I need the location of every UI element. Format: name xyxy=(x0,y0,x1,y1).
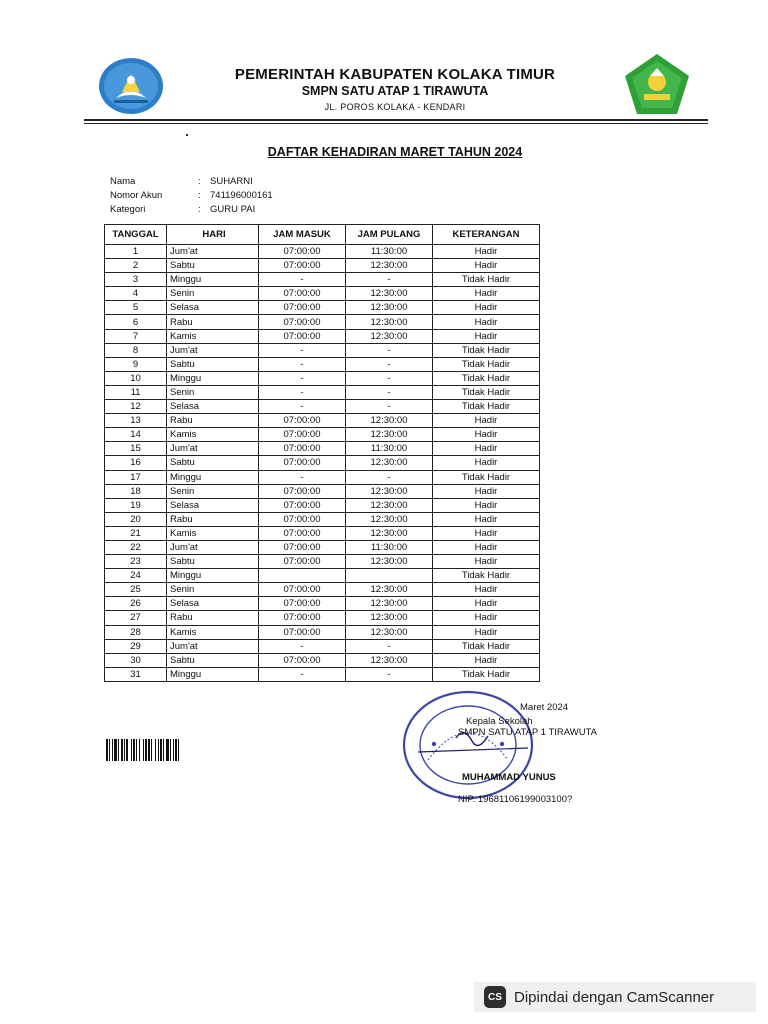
cell-day: Selasa xyxy=(167,400,259,414)
info-row-category xyxy=(110,203,273,217)
cell-date: 11 xyxy=(105,385,167,399)
cell-date: 26 xyxy=(105,597,167,611)
cell-time-in: - xyxy=(259,273,346,287)
cell-remarks: Hadir xyxy=(433,583,540,597)
cell-time-out: - xyxy=(346,470,433,484)
cell-time-in: 07:00:00 xyxy=(259,625,346,639)
table-row xyxy=(105,245,540,259)
table-row xyxy=(105,371,540,385)
cell-remarks: Hadir xyxy=(433,301,540,315)
table-row xyxy=(105,385,540,399)
table-row xyxy=(105,357,540,371)
cell-day: Rabu xyxy=(167,414,259,428)
cell-day: Rabu xyxy=(167,512,259,526)
table-row xyxy=(105,484,540,498)
cell-remarks: Hadir xyxy=(433,484,540,498)
cell-time-out: 12:30:00 xyxy=(346,498,433,512)
cell-time-in: - xyxy=(259,385,346,399)
cell-remarks: Tidak Hadir xyxy=(433,470,540,484)
cell-day: Kamis xyxy=(167,625,259,639)
cell-time-out: 12:30:00 xyxy=(346,414,433,428)
cell-remarks: Hadir xyxy=(433,329,540,343)
cell-remarks: Hadir xyxy=(433,540,540,554)
cell-time-in: 07:00:00 xyxy=(259,329,346,343)
cell-day: Jum'at xyxy=(167,343,259,357)
col-header-date: TANGGAL xyxy=(105,225,167,245)
barcode-bar xyxy=(118,739,119,761)
barcode-bar xyxy=(155,739,156,761)
tut-wuri-handayani-logo xyxy=(96,56,166,116)
table-row xyxy=(105,315,540,329)
cell-time-in: 07:00:00 xyxy=(259,526,346,540)
barcode-bar xyxy=(178,739,179,761)
cell-day: Minggu xyxy=(167,569,259,583)
table-header-row xyxy=(105,225,540,245)
cell-date: 15 xyxy=(105,442,167,456)
table-row xyxy=(105,583,540,597)
cell-date: 10 xyxy=(105,371,167,385)
cell-day: Sabtu xyxy=(167,555,259,569)
cell-time-in: 07:00:00 xyxy=(259,301,346,315)
cell-time-in: 07:00:00 xyxy=(259,583,346,597)
table-row xyxy=(105,555,540,569)
cell-time-in: 07:00:00 xyxy=(259,555,346,569)
info-colon: : xyxy=(198,176,201,187)
cell-remarks: Tidak Hadir xyxy=(433,667,540,681)
cell-remarks: Tidak Hadir xyxy=(433,371,540,385)
camscanner-text: Dipindai dengan CamScanner xyxy=(514,988,715,1006)
cell-day: Selasa xyxy=(167,301,259,315)
cell-date: 14 xyxy=(105,428,167,442)
cell-date: 28 xyxy=(105,625,167,639)
cell-time-out: 12:30:00 xyxy=(346,512,433,526)
header-address: JL. POROS KOLAKA - KENDARI xyxy=(324,102,466,112)
cell-time-out: 12:30:00 xyxy=(346,287,433,301)
cell-time-in: 07:00:00 xyxy=(259,512,346,526)
cell-day: Minggu xyxy=(167,371,259,385)
cell-time-out: 12:30:00 xyxy=(346,583,433,597)
cell-time-out: 11:30:00 xyxy=(346,540,433,554)
cell-time-in: - xyxy=(259,400,346,414)
cell-time-in: 07:00:00 xyxy=(259,484,346,498)
cell-time-out: 12:30:00 xyxy=(346,329,433,343)
cell-day: Jum'at xyxy=(167,245,259,259)
cell-date: 13 xyxy=(105,414,167,428)
table-body xyxy=(105,245,540,682)
cell-time-out: 12:30:00 xyxy=(346,301,433,315)
cell-time-in: - xyxy=(259,357,346,371)
cell-remarks: Hadir xyxy=(433,498,540,512)
signature-role: Kepala Sekolah xyxy=(466,716,533,727)
cell-remarks: Hadir xyxy=(433,245,540,259)
barcode-bar xyxy=(160,739,162,761)
cell-remarks: Tidak Hadir xyxy=(433,385,540,399)
cell-date: 25 xyxy=(105,583,167,597)
cell-time-in: - xyxy=(259,371,346,385)
col-header-remarks: KETERANGAN xyxy=(433,225,540,245)
cell-remarks: Tidak Hadir xyxy=(433,639,540,653)
cell-remarks: Hadir xyxy=(433,456,540,470)
barcode-bar xyxy=(175,739,177,761)
cell-date: 22 xyxy=(105,540,167,554)
signature-school: SMPN SATU ATAP 1 TIRAWUTA xyxy=(458,727,598,738)
info-block xyxy=(110,175,273,217)
cell-remarks: Tidak Hadir xyxy=(433,343,540,357)
cell-date: 9 xyxy=(105,357,167,371)
barcode-bar xyxy=(151,739,152,761)
cell-remarks: Hadir xyxy=(433,526,540,540)
cell-time-out: 12:30:00 xyxy=(346,597,433,611)
barcode-bar xyxy=(166,739,169,761)
barcode-bar xyxy=(143,739,144,761)
info-row-account xyxy=(110,189,273,203)
cell-date: 24 xyxy=(105,569,167,583)
barcode-bar xyxy=(158,739,159,761)
cell-date: 18 xyxy=(105,484,167,498)
cell-day: Senin xyxy=(167,583,259,597)
table-row xyxy=(105,442,540,456)
cell-remarks: Hadir xyxy=(433,428,540,442)
table-row xyxy=(105,343,540,357)
cell-day: Senin xyxy=(167,484,259,498)
table-row xyxy=(105,273,540,287)
cell-time-in: - xyxy=(259,667,346,681)
table-row xyxy=(105,569,540,583)
barcode-bar xyxy=(170,739,171,761)
table-row xyxy=(105,329,540,343)
col-header-day: HARI xyxy=(167,225,259,245)
cell-date: 3 xyxy=(105,273,167,287)
header-rule-thick xyxy=(84,119,708,121)
barcode-bar xyxy=(148,739,150,761)
signatory-nip: NIP. 19681106199003100? xyxy=(458,794,573,805)
barcode-bar xyxy=(126,739,128,761)
cell-date: 8 xyxy=(105,343,167,357)
cell-time-in: - xyxy=(259,639,346,653)
cell-day: Selasa xyxy=(167,498,259,512)
cell-day: Jum'at xyxy=(167,639,259,653)
barcode-bar xyxy=(133,739,135,761)
cell-day: Kamis xyxy=(167,329,259,343)
cell-date: 31 xyxy=(105,667,167,681)
cell-time-out: 12:30:00 xyxy=(346,526,433,540)
table-row xyxy=(105,639,540,653)
cell-date: 16 xyxy=(105,456,167,470)
table-row xyxy=(105,498,540,512)
cell-day: Sabtu xyxy=(167,259,259,273)
cell-time-out xyxy=(346,569,433,583)
document-title: DAFTAR KEHADIRAN MARET TAHUN 2024 xyxy=(267,145,523,159)
cell-remarks: Hadir xyxy=(433,512,540,526)
info-label: Kategori xyxy=(110,204,146,215)
cell-time-in: 07:00:00 xyxy=(259,653,346,667)
cell-time-in: - xyxy=(259,470,346,484)
barcode-bar xyxy=(106,739,108,761)
cell-time-in: 07:00:00 xyxy=(259,287,346,301)
cell-time-in: 07:00:00 xyxy=(259,428,346,442)
camscanner-icon: CS xyxy=(484,986,506,1008)
cell-date: 21 xyxy=(105,526,167,540)
cell-time-in: 07:00:00 xyxy=(259,597,346,611)
kemenag-logo xyxy=(622,52,692,116)
cell-remarks: Tidak Hadir xyxy=(433,569,540,583)
cell-date: 12 xyxy=(105,400,167,414)
cell-remarks: Hadir xyxy=(433,315,540,329)
cell-remarks: Hadir xyxy=(433,653,540,667)
cell-date: 7 xyxy=(105,329,167,343)
table-row xyxy=(105,301,540,315)
table-row xyxy=(105,287,540,301)
cell-time-out: - xyxy=(346,400,433,414)
cell-day: Minggu xyxy=(167,470,259,484)
cell-day: Kamis xyxy=(167,526,259,540)
cell-day: Minggu xyxy=(167,667,259,681)
table-row xyxy=(105,400,540,414)
cell-remarks: Hadir xyxy=(433,555,540,569)
cell-time-out: 12:30:00 xyxy=(346,428,433,442)
table-row xyxy=(105,470,540,484)
cell-day: Selasa xyxy=(167,597,259,611)
cell-remarks: Hadir xyxy=(433,611,540,625)
header-school: SMPN SATU ATAP 1 TIRAWUTA xyxy=(301,84,489,98)
cell-remarks: Hadir xyxy=(433,259,540,273)
cell-date: 6 xyxy=(105,315,167,329)
table-row xyxy=(105,526,540,540)
barcode-bar xyxy=(136,739,137,761)
cell-date: 17 xyxy=(105,470,167,484)
cell-time-in: 07:00:00 xyxy=(259,259,346,273)
table-row xyxy=(105,540,540,554)
info-value: GURU PAI xyxy=(210,204,256,215)
cell-day: Rabu xyxy=(167,315,259,329)
barcode-bar xyxy=(173,739,174,761)
table-row xyxy=(105,597,540,611)
cell-time-in: 07:00:00 xyxy=(259,611,346,625)
cell-remarks: Hadir xyxy=(433,625,540,639)
table-row xyxy=(105,414,540,428)
cell-day: Kamis xyxy=(167,428,259,442)
cell-time-out: 12:30:00 xyxy=(346,315,433,329)
cell-time-out: - xyxy=(346,343,433,357)
header-government: PEMERINTAH KABUPATEN KOLAKA TIMUR xyxy=(234,66,556,83)
cell-date: 27 xyxy=(105,611,167,625)
cell-remarks: Hadir xyxy=(433,597,540,611)
cell-date: 4 xyxy=(105,287,167,301)
cell-date: 19 xyxy=(105,498,167,512)
info-value: 741196000161 xyxy=(210,190,273,201)
table-row xyxy=(105,611,540,625)
cell-date: 20 xyxy=(105,512,167,526)
barcode-bar xyxy=(114,739,117,761)
cell-time-in: - xyxy=(259,343,346,357)
table-row xyxy=(105,428,540,442)
cell-day: Sabtu xyxy=(167,456,259,470)
cell-time-out: 12:30:00 xyxy=(346,653,433,667)
cell-time-out: 11:30:00 xyxy=(346,245,433,259)
cell-time-in: 07:00:00 xyxy=(259,456,346,470)
barcode-bar xyxy=(131,739,132,761)
header-rule-thin xyxy=(84,123,708,124)
cell-time-out: 12:30:00 xyxy=(346,456,433,470)
cell-day: Sabtu xyxy=(167,357,259,371)
cell-remarks: Hadir xyxy=(433,442,540,456)
table-row xyxy=(105,667,540,681)
cell-day: Senin xyxy=(167,385,259,399)
cell-time-in: 07:00:00 xyxy=(259,540,346,554)
cell-time-in: 07:00:00 xyxy=(259,498,346,512)
cell-time-in: 07:00:00 xyxy=(259,245,346,259)
table-row xyxy=(105,456,540,470)
signatory-name: MUHAMMAD YUNUS xyxy=(462,772,556,783)
cell-time-out: - xyxy=(346,357,433,371)
cell-date: 23 xyxy=(105,555,167,569)
cell-day: Minggu xyxy=(167,273,259,287)
cell-day: Rabu xyxy=(167,611,259,625)
cell-date: 2 xyxy=(105,259,167,273)
attendance-table xyxy=(104,224,540,682)
cell-date: 29 xyxy=(105,639,167,653)
info-row-name xyxy=(110,175,273,189)
signature-date: Maret 2024 xyxy=(520,702,569,713)
cell-time-out: - xyxy=(346,385,433,399)
barcode-bar xyxy=(139,739,140,761)
cell-time-out: 12:30:00 xyxy=(346,625,433,639)
cell-remarks: Tidak Hadir xyxy=(433,357,540,371)
cell-day: Jum'at xyxy=(167,442,259,456)
cell-time-out: 11:30:00 xyxy=(346,442,433,456)
barcode-bar xyxy=(109,739,110,761)
cell-time-in: 07:00:00 xyxy=(259,414,346,428)
info-colon: : xyxy=(198,204,201,215)
barcode-bar xyxy=(112,739,113,761)
scan-speck xyxy=(186,134,188,136)
cell-time-out: - xyxy=(346,667,433,681)
cell-remarks: Hadir xyxy=(433,287,540,301)
cell-time-out: - xyxy=(346,639,433,653)
cell-time-in: 07:00:00 xyxy=(259,442,346,456)
cell-date: 30 xyxy=(105,653,167,667)
barcode xyxy=(106,739,218,761)
cell-time-out: - xyxy=(346,273,433,287)
cell-time-out: - xyxy=(346,371,433,385)
info-value: SUHARNI xyxy=(210,176,253,187)
col-header-time-in: JAM MASUK xyxy=(259,225,346,245)
cell-remarks: Hadir xyxy=(433,414,540,428)
barcode-bar xyxy=(121,739,123,761)
cell-remarks: Tidak Hadir xyxy=(433,400,540,414)
table-row xyxy=(105,653,540,667)
barcode-bar xyxy=(145,739,147,761)
cell-time-out: 12:30:00 xyxy=(346,555,433,569)
cell-time-in: 07:00:00 xyxy=(259,315,346,329)
cell-day: Senin xyxy=(167,287,259,301)
table-row xyxy=(105,259,540,273)
cell-time-out: 12:30:00 xyxy=(346,259,433,273)
table-row xyxy=(105,625,540,639)
school-stamp xyxy=(398,686,538,804)
cell-date: 5 xyxy=(105,301,167,315)
info-colon: : xyxy=(198,190,201,201)
barcode-bar xyxy=(124,739,125,761)
cell-remarks: Tidak Hadir xyxy=(433,273,540,287)
cell-day: Jum'at xyxy=(167,540,259,554)
cell-time-out: 12:30:00 xyxy=(346,611,433,625)
table-row xyxy=(105,512,540,526)
info-label: Nama xyxy=(110,176,136,187)
barcode-bar xyxy=(163,739,164,761)
camscanner-watermark xyxy=(474,982,756,1012)
cell-day: Sabtu xyxy=(167,653,259,667)
cell-date: 1 xyxy=(105,245,167,259)
col-header-time-out: JAM PULANG xyxy=(346,225,433,245)
info-label: Nomor Akun xyxy=(110,190,163,201)
cell-time-in xyxy=(259,569,346,583)
cell-time-out: 12:30:00 xyxy=(346,484,433,498)
